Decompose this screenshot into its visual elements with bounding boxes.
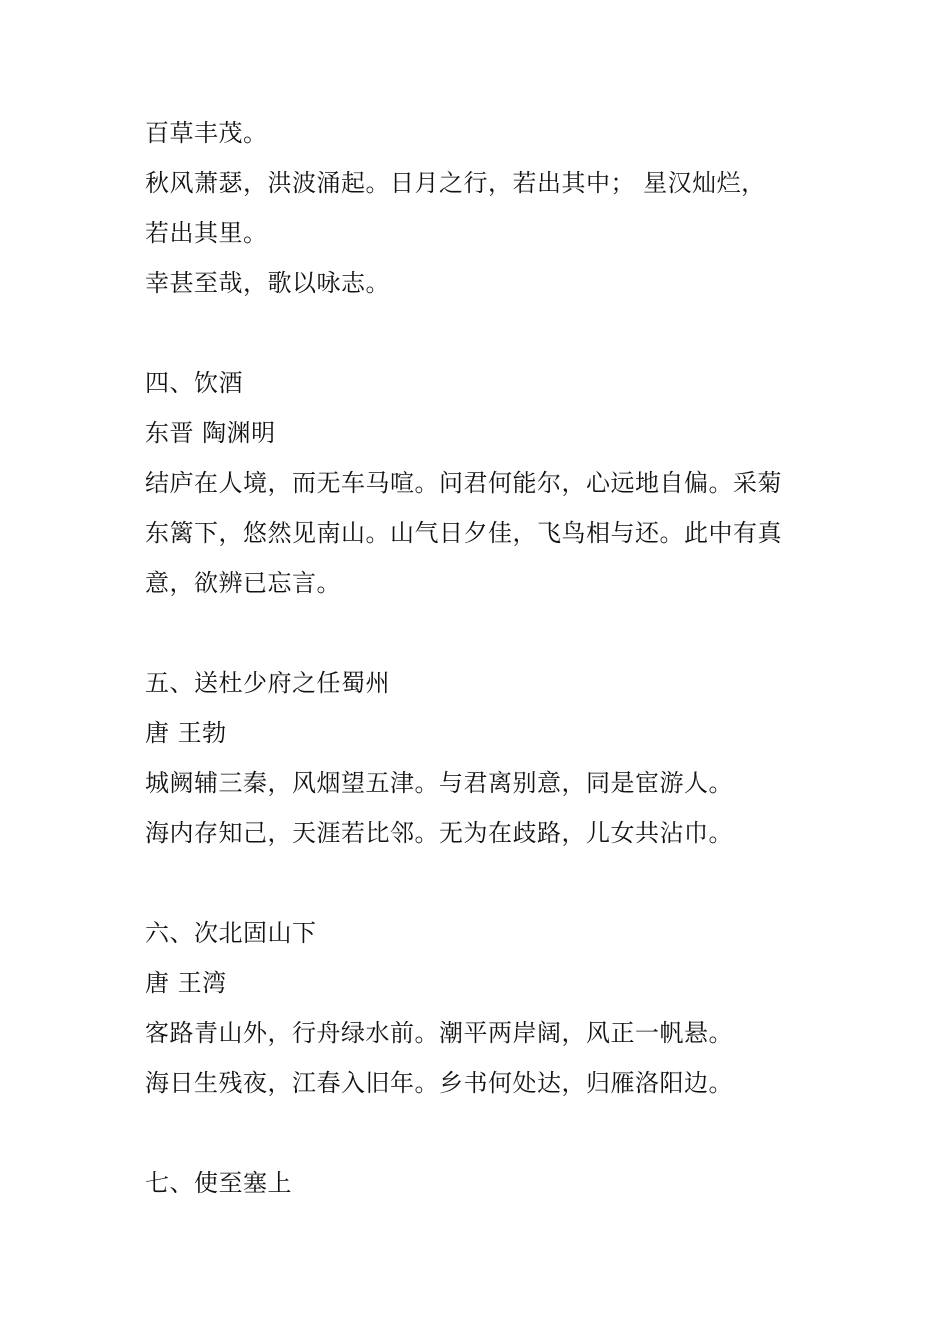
poem-author: 唐 王湾 <box>145 969 227 997</box>
paragraph-gap <box>145 858 825 908</box>
poem-author: 唐 王勃 <box>145 719 227 747</box>
poem-line: 幸甚至哉，歌以咏志。 <box>145 269 390 297</box>
poem-line: 东篱下，悠然见南山。山气日夕佳，飞鸟相与还。此中有真 <box>145 519 782 547</box>
section-title: 七、使至塞上 <box>145 1169 292 1197</box>
poem-line: 海日生残夜，江春入旧年。乡书何处达，归雁洛阳边。 <box>145 1069 733 1097</box>
poem-line: 秋风萧瑟，洪波涌起。日月之行，若出其中； 星汉灿烂， <box>145 169 766 197</box>
poem-line: 客路青山外，行舟绿水前。潮平两岸阔，风正一帆悬。 <box>145 1019 733 1047</box>
section-title: 六、次北固山下 <box>145 919 317 947</box>
section-title: 四、饮酒 <box>145 369 243 397</box>
paragraph-gap <box>145 1108 825 1158</box>
poem-author: 东晋 陶渊明 <box>145 419 276 447</box>
section-title: 五、送杜少府之任蜀州 <box>145 669 390 697</box>
poem-line: 海内存知己，天涯若比邻。无为在歧路，儿女共沾巾。 <box>145 819 733 847</box>
paragraph-gap <box>145 308 825 358</box>
document-page <box>145 108 825 1208</box>
poem-line: 百草丰茂。 <box>145 119 268 147</box>
paragraph-gap <box>145 608 825 658</box>
poem-line: 若出其里。 <box>145 219 268 247</box>
poem-line: 意，欲辨已忘言。 <box>145 569 341 597</box>
poem-line: 城阙辅三秦，风烟望五津。与君离别意，同是宦游人。 <box>145 769 733 797</box>
poem-line: 结庐在人境，而无车马喧。问君何能尔，心远地自偏。采菊 <box>145 469 782 497</box>
